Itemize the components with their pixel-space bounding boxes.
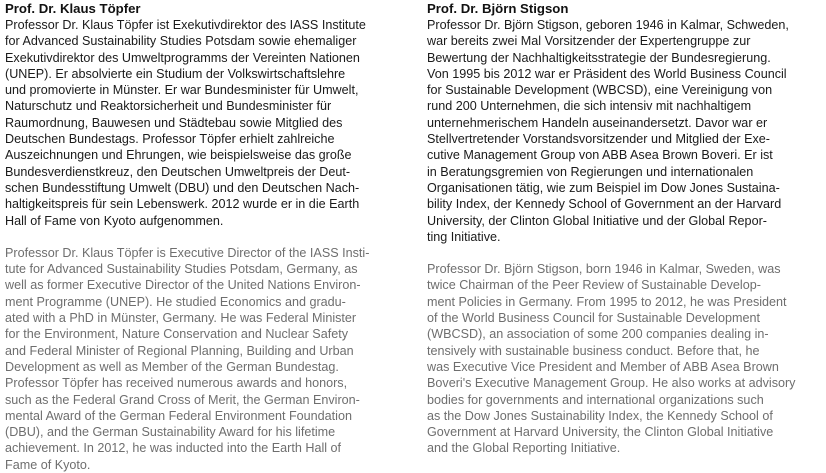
profile-bio-german: Professor Dr. Björn Stigson, geboren 1946 in Kalmar, Schweden, war bereits zwei Mal Vorsitzender der Expertengruppe zur Bewertung der Nachhaltigkeitsstrategie der Bundesregierung. Von 1995 bis 2012 war er Präsident des World Business Council for Sustainable Development (WBCSD), eine Vereinigung von rund 200 Unternehmen, die sich intensiv mit nachhaltigem unternehmerischem Handeln auseinandersetzt. Davor war er Stellvertretender Vorstandsvorsitzender und Mitglied der Exe- cutive Management Group von ABB Asea Brown Boveri. Er ist in Beratungsgremien von Regierungen und internationalen Organisationen tätig, wie zum Beispiel im Dow Jones Sustaina- bility Index, der Kennedy School of Government an der Harvard University, der Clinton Global Initiative und der Global Repor- ting Initiative. bbox=[427, 18, 789, 244]
profile-name: Prof. Dr. Klaus Töpfer bbox=[5, 1, 141, 16]
profile-bio-german: Professor Dr. Klaus Töpfer ist Exekutivdirektor des IASS Institute for Advanced Sustainability Studies Potsdam sowie ehemaliger Exekutivdirektor des Umweltprogramms der Vereinten Nationen (UNEP). Er absolvierte ein Studium der Volkswirtschaftslehre und promovierte in Münster. Er war Bundesminister für Umwelt, Naturschutz und Reaktorsicherheit und Bundesminister für Raumordnung, Bauwesen und Städtebau sowie Mitglied des Deutschen Bundestags. Professor Töpfer erhielt zahlreiche Auszeichnungen und Ehrungen, wie beispielsweise das große Bundesverdienstkreuz, den Deutschen Umweltpreis der Deut- schen Bundesstiftung Umwelt (DBU) und den Deutschen Nach- haltigkeitspreis für sein Lebenswerk. 2012 wurde er in die Earth Hall of Fame von Kyoto aufgenommen. bbox=[5, 18, 366, 228]
profile-column-toepfer bbox=[5, 0, 400, 473]
profile-bio-english: Professor Dr. Björn Stigson, born 1946 in Kalmar, Sweden, was twice Chairman of the Peer Review of Sustainable Develop- ment Policies in Germany. From 1995 to 2012, he was President of the World Business Council for Sustainable Development (WBCSD), an association of some 200 companies dealing in- tensively with sustainable business conduct. Before that, he was Executive Vice President and Member of ABB Asea Brown Boveri's Executive Management Group. He also works at advisory bodies for governments and international organizations such as the Dow Jones Sustainability Index, the Kennedy School of Government at Harvard University, the Clinton Global Initiative and the Global Reporting Initiative. bbox=[427, 262, 796, 456]
profile-name: Prof. Dr. Björn Stigson bbox=[427, 1, 569, 16]
profile-column-stigson bbox=[427, 0, 824, 457]
profile-bio-english: Professor Dr. Klaus Töpfer is Executive Director of the IASS Insti- tute for Advanced Sustainability Studies Potsdam, Germany, as well as former Executive Director of the United Nations Environ- ment Programme (UNEP). He studied Economics and gradu- ated with a PhD in Münster, Germany. He was Federal Minister for the Environment, Nature Conservation and Nuclear Safety and Federal Minister of Regional Planning, Building and Urban Development as well as Member of the German Bundestag. Professor Töpfer has received numerous awards and honors, such as the Federal Grand Cross of Merit, the German Environ- mental Award of the German Federal Environment Foundation (DBU), and the German Sustainability Award for his lifetime achievement. In 2012, he was inducted into the Earth Hall of Fame of Kyoto. bbox=[5, 245, 370, 472]
